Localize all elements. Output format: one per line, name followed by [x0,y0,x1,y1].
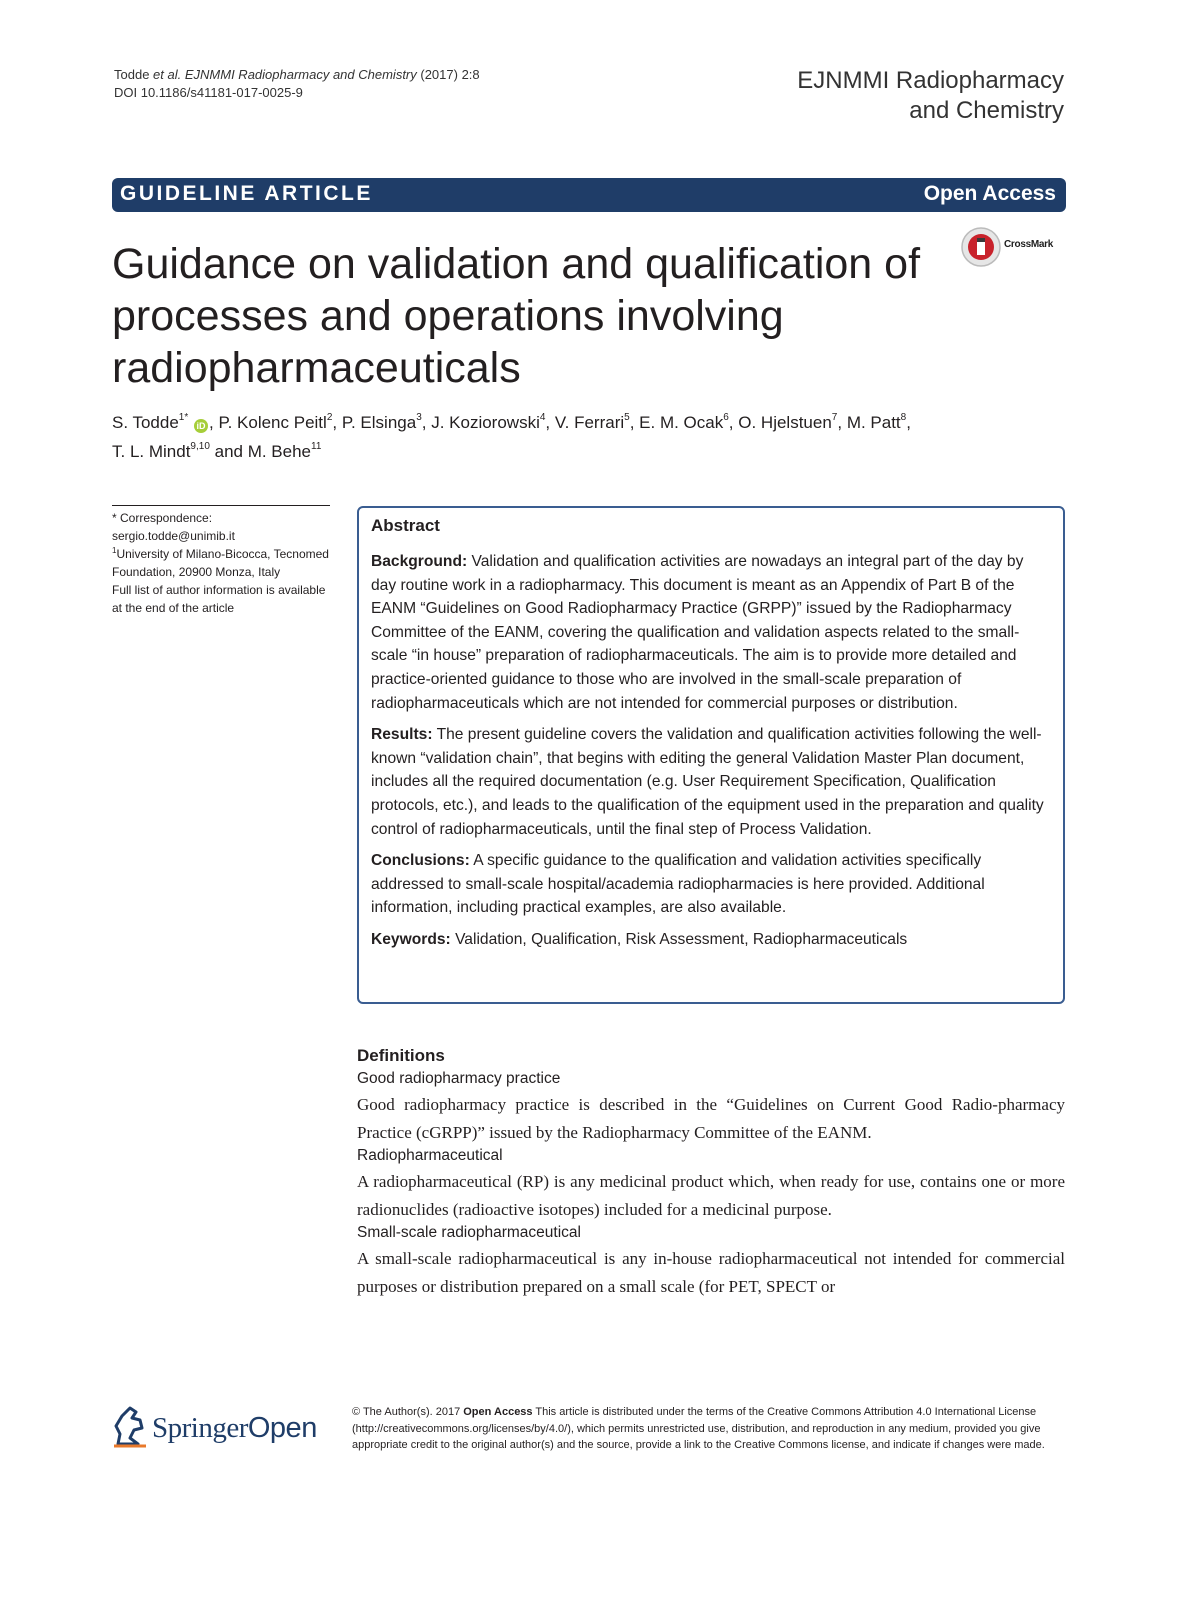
article-title: Guidance on validation and qualification of processes and operations involving radiopharmaceuticals [112,240,921,392]
springer-horse-icon [112,1404,148,1448]
abstract-background: Background: Validation and qualification activities are nowadays an integral part of the day by day routine work in a radiopharmacy. This document is meant as an Appendix of Part B of the EANM “Guidelines on Good Radiopharmacy Practice (GRPP)” issued by the Radiopharmacy Committee of the EANM, covering the qualification and validation aspects related to the small-scale “in house” preparation of radiopharmaceuticals. The aim is to provide more detailed and practice-oriented guidance to those who are involved in the small-scale preparation of radiopharmaceuticals which are not intended for commercial purposes or distribution. [371,553,1024,712]
citation-issue: (2017) 2:8 [416,67,480,82]
author[interactable]: M. Patt$^8$ [846,412,907,432]
author[interactable]: T. L. Mindt$^{9,10}$ [112,441,210,461]
correspondence-rule [112,505,330,506]
author[interactable]: P. Elsinga$^3$ [341,412,422,432]
definitions-heading: Definitions [357,1046,445,1065]
correspondence-label: * Correspondence: [112,511,213,525]
citation-etal: et al. [153,67,182,82]
abstract-heading: Abstract [371,516,440,535]
abstract-conclusions: Conclusions: A specific guidance to the qualification and validation activities specifically addressed to small-scale hospital/academia radiopharmacies is here provided. Additional information, including practical examples, are also available. [371,852,985,917]
definition-text: A small-scale radiopharmaceutical is any in-house radiopharmaceutical not intended for commercial purposes or distribution prepared on a small scale (for PET, SPECT or [357,1249,1065,1296]
author[interactable]: J. Koziorowski$^4$ [431,412,546,432]
article-type: GUIDELINE ARTICLE [120,182,373,205]
crossmark-icon [960,226,1002,268]
abstract-box [357,506,1065,1004]
license-statement: © The Author(s). 2017 Open Access This article is distributed under the terms of the Creative Commons Attribution 4.0 International License (http://creativecommons.org/licenses/by/4.0/), which permits unrestricted use, distribution, and reproduction in any medium, provided you give appropriate credit to the original author(s) and the source, provide a link to the Creative Commons license, and indicate if changes were made. [352,1406,1045,1451]
citation-journal: EJNMMI Radiopharmacy and Chemistry [184,67,417,82]
abstract-results: Results: The present guideline covers the validation and qualification activities following the well-known “validation chain”, that begins with editing the general Validation Master Plan document, includes all the required documentation (e.g. User Requirement Specification, Qualification protocols, etc.), and leads to the qualification of the equipment used in the preparation and quality control of radiopharmaceuticals, until the final step of Process Validation. [371,726,1044,838]
doi[interactable]: DOI 10.1186/s41181-017-0025-9 [114,85,303,100]
crossmark-badge[interactable] [960,226,1070,268]
journal-name-line2: and Chemistry [909,97,1064,124]
definition-term: Radiopharmaceutical [357,1147,503,1164]
author[interactable]: P. Kolenc Peitl$^2$ [218,412,333,432]
definition-term: Small-scale radiopharmaceutical [357,1224,581,1241]
definition-text: Good radiopharmacy practice is described in the “Guidelines on Current Good Radio-pharmacy Practice (cGRPP)” issued by the Radiopharmacy Committee of the EANM. [357,1095,1065,1142]
abstract-keywords: Keywords: Validation, Qualification, Risk Assessment, Radiopharmaceuticals [371,930,908,948]
author[interactable]: V. Ferrari$^5$ [554,412,630,432]
orcid-icon[interactable]: iD [194,419,208,433]
affiliation: $^1$University of Milano-Bicocca, Tecnomed Foundation, 20900 Monza, Italy [112,546,329,579]
citation-authors: Todde [114,67,154,82]
journal-name [797,66,1064,126]
open-access-label: Open Access [923,182,1056,205]
article-type-banner [112,178,1066,212]
author[interactable]: M. Behe$^{11}$ [247,441,322,461]
definitions-section [357,1046,1065,1301]
springer-open-wordmark: SpringerOpen [152,1412,317,1444]
citation-line [114,66,480,84]
correspondence-note [112,509,330,617]
author-list: S. Todde$^{1*}$ iD , P. Kolenc Peitl$^2$, P. Elsinga$^3$, J. Koziorowski$^4$, V. Ferrari$^5$, E. M. Ocak$^6$, O. Hjelstuen$^7$, M. Patt$^8$, T. L. Mindt$^{9,10}$ and M. Behe$^{11}$ [112,412,911,461]
author[interactable]: S. Todde$^{1*}$ [112,412,189,432]
journal-name-line1: EJNMMI Radiopharmacy [797,67,1064,94]
author-info-note: Full list of author information is available at the end of the article [112,583,326,615]
correspondence-email[interactable]: sergio.todde@unimib.it [112,529,235,543]
citation [114,66,480,102]
definition-text: A radiopharmaceutical (RP) is any medicinal product which, when ready for use, contains one or more radionuclides (radioactive isotopes) included for a medicinal purpose. [357,1172,1065,1219]
author[interactable]: E. M. Ocak$^6$ [639,412,729,432]
springer-open-logo[interactable] [112,1404,342,1452]
author[interactable]: O. Hjelstuen$^7$ [738,412,838,432]
crossmark-label: CrossMark [1004,239,1053,250]
definition-term: Good radiopharmacy practice [357,1070,561,1087]
